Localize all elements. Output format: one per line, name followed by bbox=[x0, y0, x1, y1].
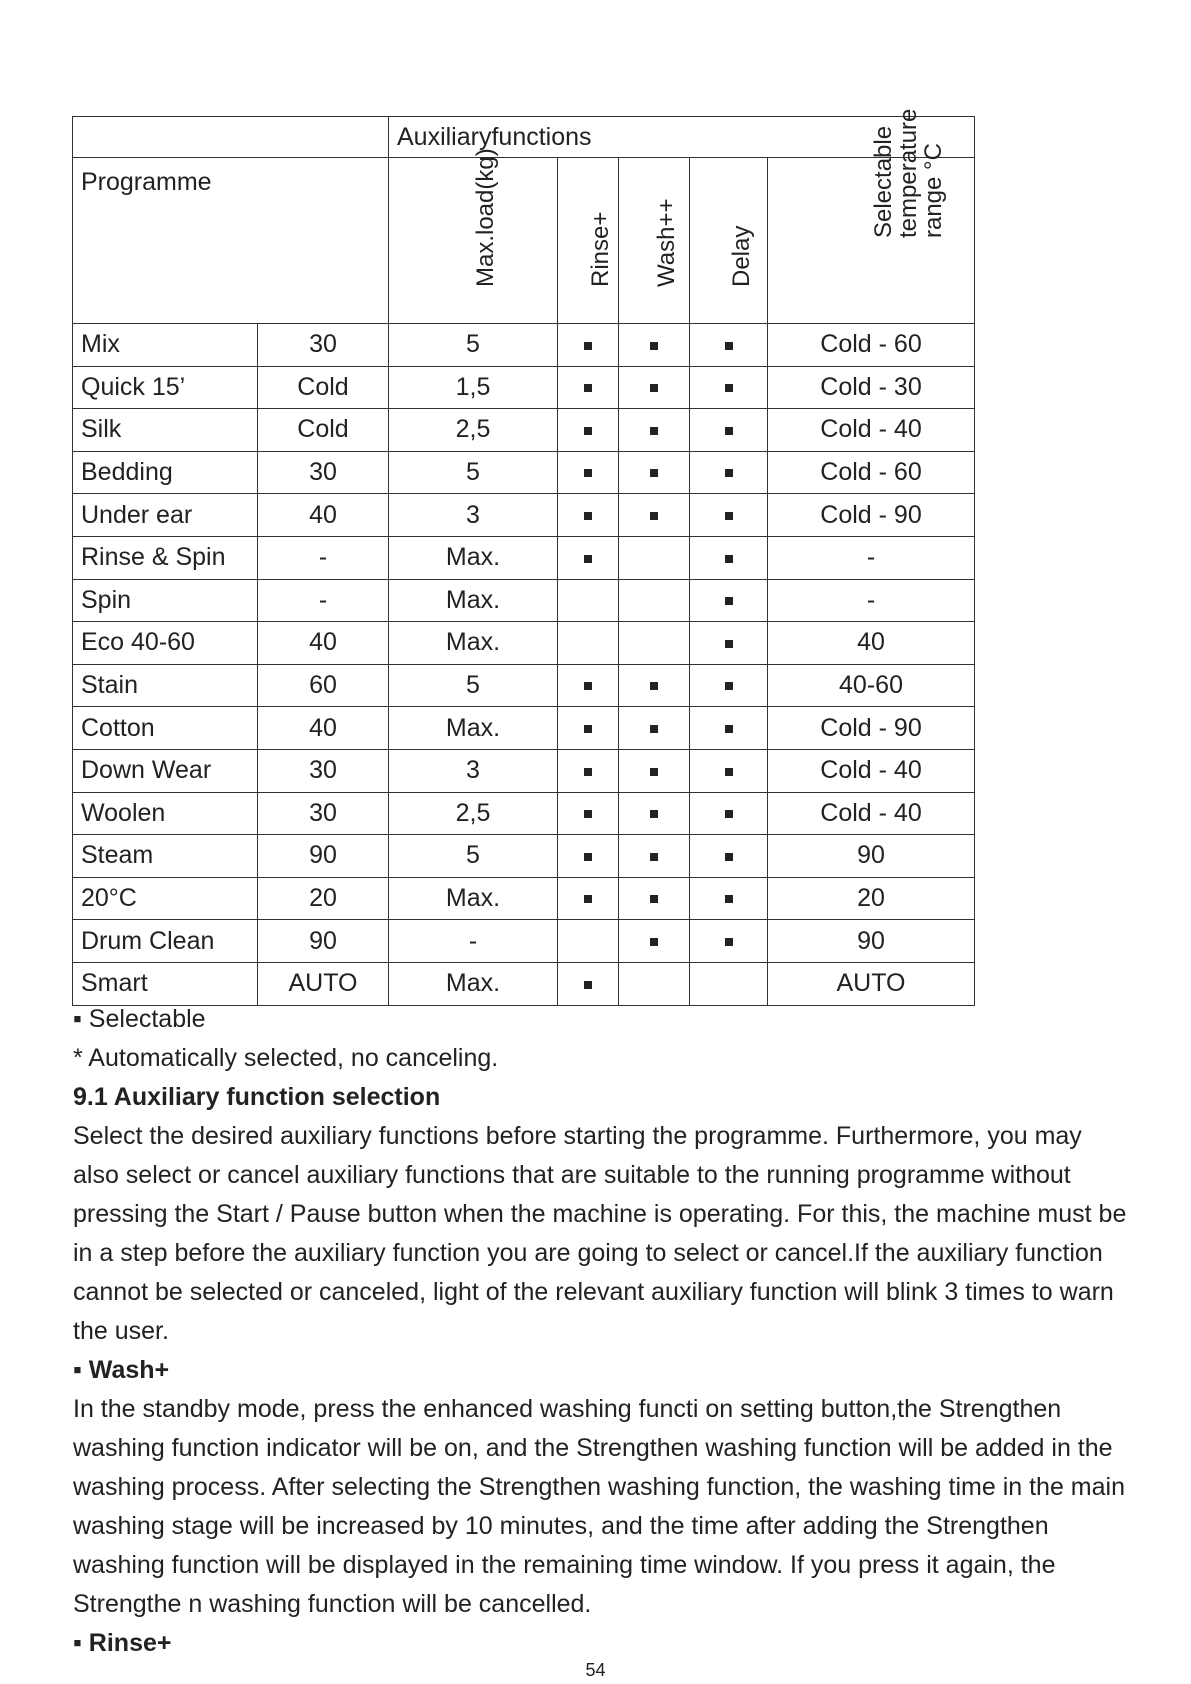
rinse-cell bbox=[558, 451, 619, 494]
selectable-mark-icon bbox=[584, 384, 592, 392]
table-row bbox=[73, 877, 975, 920]
selectable-mark-icon bbox=[725, 682, 733, 690]
selectable-mark-icon bbox=[650, 427, 658, 435]
table-row bbox=[73, 494, 975, 537]
rinse-cell bbox=[558, 835, 619, 878]
programme-temp: - bbox=[258, 579, 389, 622]
programme-temp: Cold bbox=[258, 366, 389, 409]
wash-cell bbox=[619, 835, 690, 878]
delay-cell bbox=[690, 451, 768, 494]
wash-header bbox=[619, 158, 690, 324]
programme-header: Programme bbox=[73, 158, 389, 324]
max-load: 5 bbox=[389, 664, 558, 707]
programme-name: Woolen bbox=[73, 792, 258, 835]
programme-name: Bedding bbox=[73, 451, 258, 494]
table-row bbox=[73, 451, 975, 494]
selectable-mark-icon bbox=[725, 640, 733, 648]
maxload-header-text: Max.load(kg) bbox=[472, 148, 499, 287]
rinse-cell bbox=[558, 409, 619, 452]
delay-cell bbox=[690, 749, 768, 792]
programme-name: Rinse & Spin bbox=[73, 536, 258, 579]
delay-cell bbox=[690, 494, 768, 537]
delay-cell bbox=[690, 835, 768, 878]
table-row bbox=[73, 707, 975, 750]
rinse-cell bbox=[558, 622, 619, 665]
max-load: Max. bbox=[389, 622, 558, 665]
aux-functions-title: Auxiliaryfunctions bbox=[389, 117, 975, 158]
programme-temp: 30 bbox=[258, 749, 389, 792]
rinse-header bbox=[558, 158, 619, 324]
legend-selectable: ▪ Selectable bbox=[73, 1005, 206, 1033]
delay-cell bbox=[690, 579, 768, 622]
table-row bbox=[73, 536, 975, 579]
delay-cell bbox=[690, 409, 768, 452]
table-row bbox=[73, 962, 975, 1005]
rinse-cell bbox=[558, 536, 619, 579]
wash-cell bbox=[619, 920, 690, 963]
programme-name: 20°C bbox=[73, 877, 258, 920]
legend-auto: * Automatically selected, no canceling. bbox=[73, 1044, 499, 1072]
selectable-mark-icon bbox=[650, 469, 658, 477]
selectable-mark-icon bbox=[584, 725, 592, 733]
rinse-heading: ▪ Rinse+ bbox=[73, 1629, 172, 1657]
max-load: Max. bbox=[389, 707, 558, 750]
rinse-cell bbox=[558, 366, 619, 409]
programme-name: Drum Clean bbox=[73, 920, 258, 963]
wash-cell bbox=[619, 749, 690, 792]
max-load: Max. bbox=[389, 877, 558, 920]
rinse-cell bbox=[558, 877, 619, 920]
blank-header-cell bbox=[73, 117, 389, 158]
delay-cell bbox=[690, 707, 768, 750]
wash-heading: ▪ Wash+ bbox=[73, 1356, 170, 1384]
table-row bbox=[73, 366, 975, 409]
selectable-mark-icon bbox=[584, 512, 592, 520]
delay-cell bbox=[690, 366, 768, 409]
selectable-mark-icon bbox=[725, 469, 733, 477]
delay-cell bbox=[690, 920, 768, 963]
programme-temp: 40 bbox=[258, 622, 389, 665]
max-load: 2,5 bbox=[389, 792, 558, 835]
wash-cell bbox=[619, 366, 690, 409]
wash-cell bbox=[619, 451, 690, 494]
selectable-mark-icon bbox=[725, 895, 733, 903]
selectable-mark-icon bbox=[725, 512, 733, 520]
temp-range: - bbox=[768, 536, 975, 579]
rinse-cell bbox=[558, 920, 619, 963]
temp-range: Cold - 30 bbox=[768, 366, 975, 409]
delay-header-text: Delay bbox=[727, 225, 755, 287]
delay-header bbox=[690, 158, 768, 324]
temp-range: AUTO bbox=[768, 962, 975, 1005]
max-load: 5 bbox=[389, 451, 558, 494]
programme-table bbox=[72, 108, 975, 1006]
wash-header-text: Wash++ bbox=[653, 198, 680, 287]
max-load: 1,5 bbox=[389, 366, 558, 409]
selectable-mark-icon bbox=[725, 938, 733, 946]
selectable-mark-icon bbox=[650, 853, 658, 861]
max-load: 5 bbox=[389, 324, 558, 367]
rinse-cell bbox=[558, 664, 619, 707]
selectable-mark-icon bbox=[725, 768, 733, 776]
programme-temp: Cold bbox=[258, 409, 389, 452]
rinse-cell bbox=[558, 749, 619, 792]
temp-range: 40 bbox=[768, 622, 975, 665]
delay-cell bbox=[690, 877, 768, 920]
selectable-mark-icon bbox=[584, 342, 592, 350]
table-row bbox=[73, 749, 975, 792]
selectable-mark-icon bbox=[650, 725, 658, 733]
temp-range: Cold - 90 bbox=[768, 494, 975, 537]
wash-cell bbox=[619, 962, 690, 1005]
programme-name: Smart bbox=[73, 962, 258, 1005]
wash-cell bbox=[619, 877, 690, 920]
programme-name: Silk bbox=[73, 409, 258, 452]
programme-name: Eco 40-60 bbox=[73, 622, 258, 665]
max-load: 3 bbox=[389, 749, 558, 792]
selectable-mark-icon bbox=[584, 981, 592, 989]
max-load: Max. bbox=[389, 579, 558, 622]
selectable-mark-icon bbox=[725, 342, 733, 350]
temp-range: - bbox=[768, 579, 975, 622]
rinse-header-text: Rinse+ bbox=[587, 211, 614, 287]
selectable-mark-icon bbox=[584, 768, 592, 776]
selectable-mark-icon bbox=[650, 512, 658, 520]
wash-cell bbox=[619, 409, 690, 452]
selectable-mark-icon bbox=[725, 427, 733, 435]
max-load: 2,5 bbox=[389, 409, 558, 452]
programme-temp: 90 bbox=[258, 835, 389, 878]
table-row bbox=[73, 409, 975, 452]
programme-name: Quick 15’ bbox=[73, 366, 258, 409]
table-row bbox=[73, 324, 975, 367]
programme-temp: 20 bbox=[258, 877, 389, 920]
max-load: 3 bbox=[389, 494, 558, 537]
rinse-cell bbox=[558, 494, 619, 537]
programme-name: Cotton bbox=[73, 707, 258, 750]
selectable-mark-icon bbox=[584, 469, 592, 477]
delay-cell bbox=[690, 792, 768, 835]
programme-temp: 30 bbox=[258, 451, 389, 494]
selectable-mark-icon bbox=[584, 895, 592, 903]
max-load: Max. bbox=[389, 962, 558, 1005]
rinse-cell bbox=[558, 792, 619, 835]
selectable-mark-icon bbox=[725, 810, 733, 818]
selectable-mark-icon bbox=[650, 682, 658, 690]
programme-temp: - bbox=[258, 536, 389, 579]
programme-name: Down Wear bbox=[73, 749, 258, 792]
delay-cell bbox=[690, 664, 768, 707]
selectable-mark-icon bbox=[725, 555, 733, 563]
table-row bbox=[73, 664, 975, 707]
programme-name: Under ear bbox=[73, 494, 258, 537]
selectable-mark-icon bbox=[725, 725, 733, 733]
delay-cell bbox=[690, 622, 768, 665]
delay-cell bbox=[690, 536, 768, 579]
temp-range: 40-60 bbox=[768, 664, 975, 707]
selectable-mark-icon bbox=[584, 555, 592, 563]
selectable-mark-icon bbox=[650, 342, 658, 350]
selectable-mark-icon bbox=[725, 384, 733, 392]
rinse-cell bbox=[558, 324, 619, 367]
selectable-mark-icon bbox=[584, 682, 592, 690]
temp-range: Cold - 90 bbox=[768, 707, 975, 750]
temp-range: 90 bbox=[768, 835, 975, 878]
delay-cell bbox=[690, 324, 768, 367]
selectable-mark-icon bbox=[650, 938, 658, 946]
wash-cell bbox=[619, 494, 690, 537]
wash-cell bbox=[619, 536, 690, 579]
max-load: 5 bbox=[389, 835, 558, 878]
text-block bbox=[73, 1000, 1133, 1663]
programme-name: Stain bbox=[73, 664, 258, 707]
table-row bbox=[73, 920, 975, 963]
rinse-cell bbox=[558, 579, 619, 622]
selectable-mark-icon bbox=[650, 384, 658, 392]
rinse-cell bbox=[558, 962, 619, 1005]
programme-name: Steam bbox=[73, 835, 258, 878]
temp-range: Cold - 60 bbox=[768, 451, 975, 494]
programme-temp: AUTO bbox=[258, 962, 389, 1005]
max-load: Max. bbox=[389, 536, 558, 579]
wash-body: In the standby mode, press the enhanced washing functi on setting button,the Strengthen washing function indicator will be on, and the Strengthen washing function will be added in the washing process. After selecting the Strengthen washing function, the washing time in the main washing stage will be increased by 10 minutes, and the time after adding the Strengthen washing function will be displayed in the remaining time window. If you press it again, the Strengthe n washing function will be cancelled. bbox=[73, 1395, 1125, 1618]
programme-name: Mix bbox=[73, 324, 258, 367]
table-row bbox=[73, 835, 975, 878]
wash-cell bbox=[619, 324, 690, 367]
selectable-mark-icon bbox=[650, 810, 658, 818]
table-row bbox=[73, 622, 975, 665]
programme-temp: 40 bbox=[258, 707, 389, 750]
wash-cell bbox=[619, 792, 690, 835]
programme-name: Spin bbox=[73, 579, 258, 622]
rinse-cell bbox=[558, 707, 619, 750]
section-heading: 9.1 Auxiliary function selection bbox=[73, 1083, 441, 1111]
selectable-mark-icon bbox=[584, 853, 592, 861]
programme-temp: 30 bbox=[258, 324, 389, 367]
wash-cell bbox=[619, 579, 690, 622]
section-body: Select the desired auxiliary functions before starting the programme. Furthermore, you may also select or cancel auxiliary functions that are suitable to the running programme without pressing the Start / Pause button when the machine is operating. For this, the machine must be in a step before the auxiliary function you are going to select or cancel.If the auxiliary function cannot be selected or canceled, light of the relevant auxiliary function will blink 3 times to warn the user. bbox=[73, 1122, 1127, 1345]
programme-temp: 60 bbox=[258, 664, 389, 707]
table-header-row-2 bbox=[73, 158, 975, 324]
selectable-mark-icon bbox=[584, 427, 592, 435]
table-row bbox=[73, 579, 975, 622]
delay-cell bbox=[690, 962, 768, 1005]
wash-cell bbox=[619, 707, 690, 750]
temp-range: Cold - 40 bbox=[768, 409, 975, 452]
programme-temp: 40 bbox=[258, 494, 389, 537]
wash-cell bbox=[619, 664, 690, 707]
selectable-mark-icon bbox=[725, 853, 733, 861]
programme-temp: 90 bbox=[258, 920, 389, 963]
selectable-mark-icon bbox=[650, 768, 658, 776]
programme-temp: 30 bbox=[258, 792, 389, 835]
max-load: - bbox=[389, 920, 558, 963]
temp-range-header-text: Selectable temperature range °C bbox=[870, 108, 947, 238]
temp-range: Cold - 40 bbox=[768, 792, 975, 835]
temp-range: 20 bbox=[768, 877, 975, 920]
temp-range: 90 bbox=[768, 920, 975, 963]
selectable-mark-icon bbox=[725, 597, 733, 605]
temp-range: Cold - 40 bbox=[768, 749, 975, 792]
maxload-header bbox=[389, 148, 558, 324]
temp-range: Cold - 60 bbox=[768, 324, 975, 367]
table-header-row-1 bbox=[73, 117, 975, 158]
table-row bbox=[73, 792, 975, 835]
wash-cell bbox=[619, 622, 690, 665]
page-number: 54 bbox=[585, 1660, 606, 1680]
selectable-mark-icon bbox=[650, 895, 658, 903]
temp-range-header bbox=[768, 108, 975, 324]
selectable-mark-icon bbox=[584, 810, 592, 818]
